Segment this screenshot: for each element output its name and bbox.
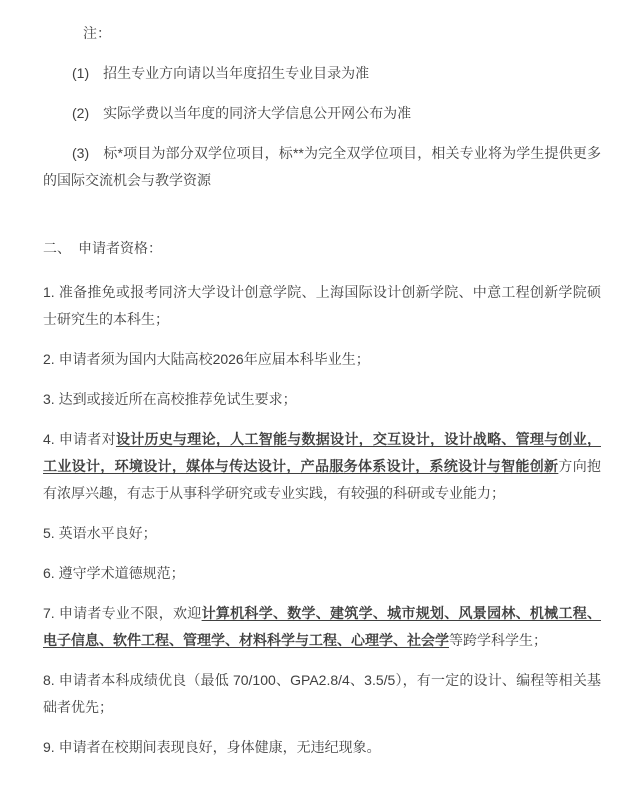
qualification-item-4-emphasized-fields: 设计历史与理论，人工智能与数据设计，交互设计，设计战略、管理与创业，工业设计，环境设计，媒体与传达设计，产品服务体系设计，系统设计与智能创新 <box>43 431 601 474</box>
qualification-item-4 <box>43 426 601 507</box>
qualification-item-5: 5. 英语水平良好； <box>43 525 157 541</box>
qualification-item-2: 2. 申请者须为国内大陆高校2026年应届本科毕业生； <box>43 351 370 367</box>
note-item-2: (2) 实际学费以当年度的同济大学信息公开网公布为准 <box>72 105 412 121</box>
qualification-item-4-suffix: 方向抱有浓厚兴趣，有志于从事科学研究或专业实践，有较强的科研或专业能力； <box>43 458 602 501</box>
qualification-item-7-prefix: 7. 申请者专业不限，欢迎 <box>43 605 202 621</box>
note-item-3: (3) 标*项目为部分双学位项目，标**为完全双学位项目，相关专业将为学生提供更多的国际交流机会与教学资源 <box>43 145 601 188</box>
notes-label: 注： <box>83 25 111 41</box>
qualification-item-6: 6. 遵守学术道德规范； <box>43 565 185 581</box>
section-heading-applicant-qualifications: 二、 申请者资格： <box>43 240 162 256</box>
qualification-item-7 <box>43 600 601 654</box>
qualification-item-9: 9. 申请者在校期间表现良好，身体健康，无违纪现象。 <box>43 739 381 755</box>
qualification-item-7-emphasized-majors: 计算机科学、数学、建筑学、城市规划、风景园林、机械工程、电子信息、软件工程、管理学、材料科学与工程、心理学、社会学 <box>43 605 601 648</box>
note-item-1: (1) 招生专业方向请以当年度招生专业目录为准 <box>72 65 370 81</box>
qualification-item-8: 8. 申请者本科成绩优良（最低 70/100、GPA2.8/4、3.5/5），有一定的设计、编程等相关基础者优先； <box>43 672 601 715</box>
qualification-item-1: 1. 准备推免或报考同济大学设计创意学院、上海国际设计创新学院、中意工程创新学院硕士研究生的本科生； <box>43 284 601 327</box>
qualification-item-7-suffix: 等跨学科学生； <box>449 632 547 648</box>
qualification-item-4-prefix: 4. 申请者对 <box>43 431 116 447</box>
qualification-item-3: 3. 达到或接近所在高校推荐免试生要求； <box>43 391 297 407</box>
